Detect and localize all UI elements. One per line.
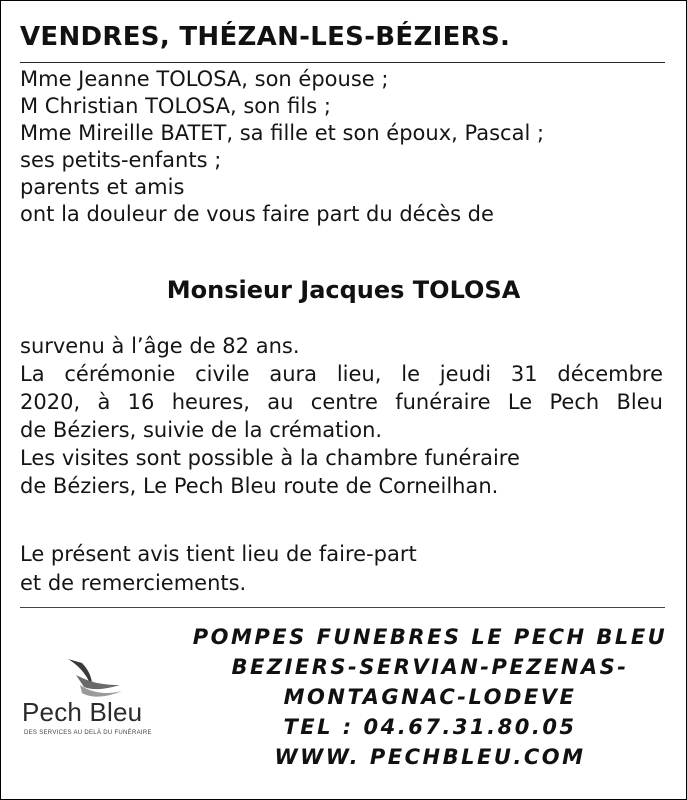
bottom-divider [20, 607, 665, 608]
family-line: ses petits-enfants ; [20, 148, 222, 172]
ceremony-details [20, 332, 663, 500]
deceased-name: Monsieur Jacques TOLOSA [166, 276, 521, 304]
funeral-home-phone: TEL : 04.67.31.80.05 [283, 715, 577, 739]
family-line: Mme Jeanne TOLOSA, son épouse ; [20, 67, 389, 91]
funeral-home-line: POMPES FUNEBRES LE PECH BLEU [192, 625, 668, 649]
closing-line: Le présent avis tient lieu de faire-part [20, 542, 417, 566]
details-line: de Béziers, suivie de la crémation. [20, 418, 383, 442]
family-line: ont la douleur de vous faire part du décès de [20, 202, 494, 226]
closing-note [20, 540, 417, 598]
details-line: La cérémonie civile aura lieu, le jeudi 31 décembre [20, 362, 663, 386]
closing-line: et de remerciements. [20, 571, 247, 595]
funeral-home-line: BEZIERS-SERVIAN-PEZENAS- [231, 655, 629, 679]
family-line: parents et amis [20, 175, 185, 199]
funeral-home-block [190, 622, 670, 772]
family-line: Mme Mireille BATET, sa fille et son époux, Pascal ; [20, 121, 545, 145]
family-line: M Christian TOLOSA, son fils ; [20, 94, 331, 118]
logo-wordmark: Pech Bleu [22, 697, 143, 727]
logo-tagline: DES SERVICES AU DELÀ DU FUNÉRAIRE [24, 730, 152, 736]
details-line: 2020, à 16 heures, au centre funéraire Le Pech Bleu [20, 390, 663, 414]
notice-heading: VENDRES, THÉZAN-LES-BÉZIERS. [20, 22, 511, 52]
family-list [20, 66, 670, 228]
funeral-home-line: MONTAGNAC-LODEVE [283, 685, 577, 709]
details-line: Les visites sont possible à la chambre funéraire [20, 446, 520, 470]
bird-logo-icon [62, 655, 124, 699]
top-divider [20, 62, 665, 63]
funeral-home-website: WWW. PECHBLEU.COM [274, 745, 586, 769]
details-line: de Béziers, Le Pech Bleu route de Corneilhan. [20, 474, 499, 498]
details-line: survenu à l’âge de 82 ans. [20, 334, 300, 358]
pech-bleu-logo [20, 655, 190, 745]
